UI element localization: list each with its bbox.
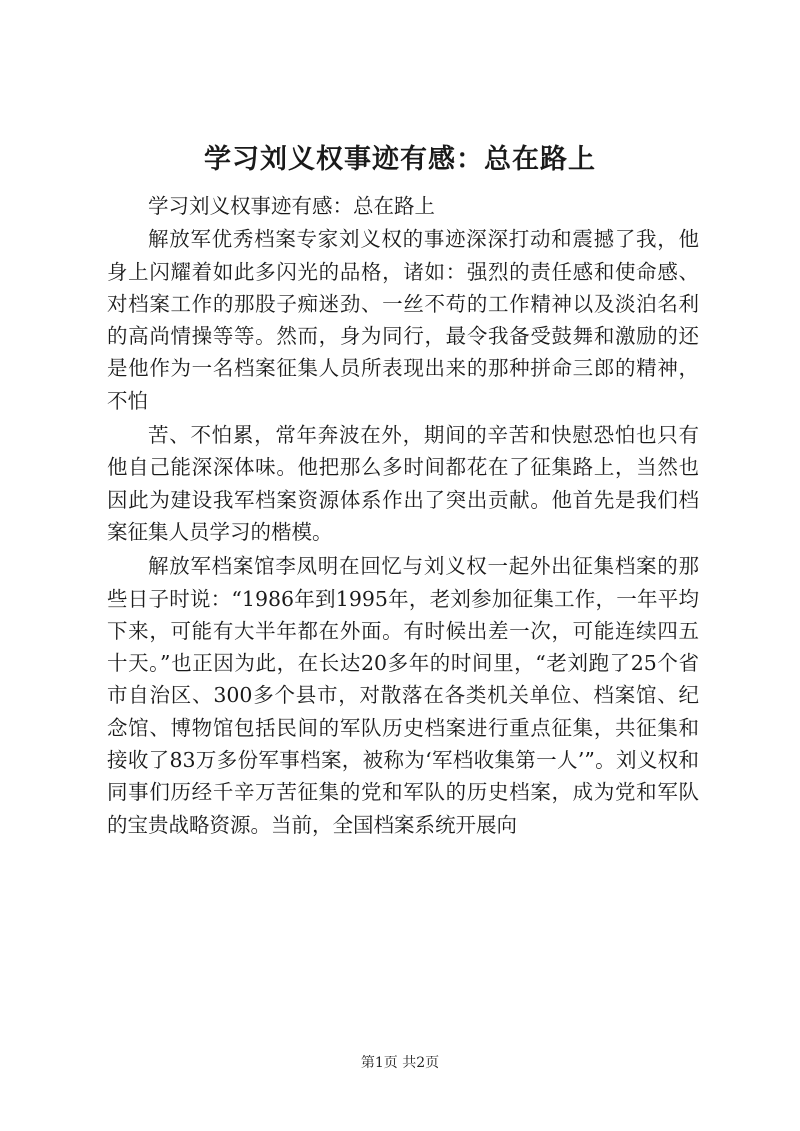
page-number-footer: 第1页 共2页	[360, 1055, 440, 1071]
document-body	[107, 190, 699, 841]
document-title: 学习刘义权事迹有感：总在路上	[204, 144, 596, 175]
document-subtitle: 学习刘义权事迹有感：总在路上	[148, 194, 435, 218]
paragraph: 解放军优秀档案专家刘义权的事迹深深打动和震撼了我，他身上闪耀着如此多闪光的品格，诸如：强烈的责任感和使命感、对档案工作的那股子痴迷劲、一丝不苟的工作精神以及淡泊名利的高尚情操等等。然而，身为同行，最令我备受鼓舞和激励的还是他作为一名档案征集人员所表现出来的那种拼命三郎的精神，不怕	[107, 227, 699, 413]
paragraph: 解放军档案馆李凤明在回忆与刘义权一起外出征集档案的那些日子时说：“1986年到1995年，老刘参加征集工作，一年平均下来，可能有大半年都在外面。有时候出差一次，可能连续四五十天。”也正因为此，在长达20多年的时间里，“老刘跑了25个省市自治区、300多个县市，对散落在各类机关单位、档案馆、纪念馆、博物馆包括民间的军队历史档案进行重点征集，共征集和接收了83万多份军事档案，被称为‘军档收集第一人’”。刘义权和同事们历经千辛万苦征集的党和军队的历史档案，成为党和军队的宝贵战略资源。当前，全国档案系统开展向	[107, 554, 699, 837]
paragraph: 苦、不怕累，常年奔波在外，期间的辛苦和快慰恐怕也只有他自己能深深体味。他把那么多时间都花在了征集路上，当然也因此为建设我军档案资源体系作出了突出贡献。他首先是我们档案征集人员学习的楷模。	[107, 423, 699, 544]
